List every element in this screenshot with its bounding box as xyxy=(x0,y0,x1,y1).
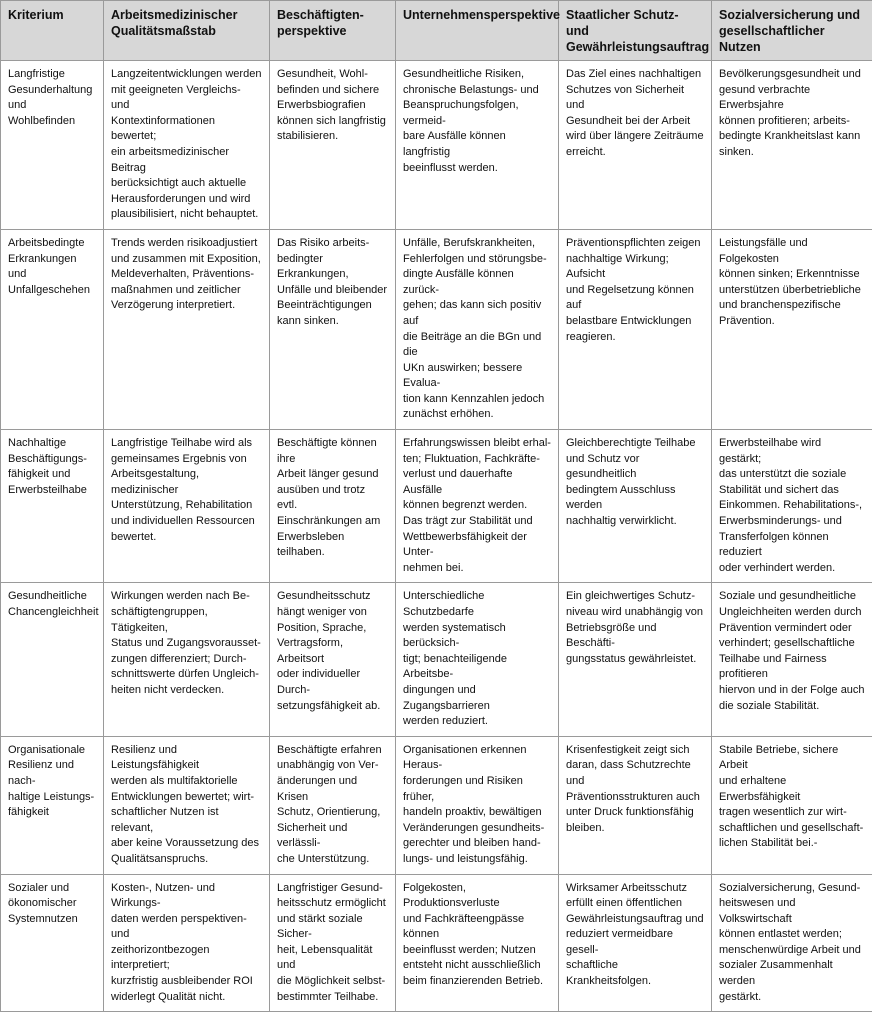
table-cell: Langfristige Gesunderhaltung und Wohlbefinden xyxy=(1,61,104,230)
table-cell: Unterschiedliche Schutzbedarfe werden systematisch berücksich- tigt; benachteiligende Arbeitsbe- dingungen und Zugangsbarrieren werden reduziert. xyxy=(396,583,559,736)
table-cell: Gleichberechtigte Teilhabe und Schutz vor gesundheitlich bedingtem Ausschluss werden nachhaltig verwirklicht. xyxy=(559,430,712,583)
table-row xyxy=(1,61,872,230)
header-staatlicher-schutz: Staatlicher Schutz- und Gewährleistungsauftrag xyxy=(559,1,712,61)
table-cell: Unfälle, Berufskrankheiten, Fehlerfolgen und störungsbe- dingte Ausfälle können zurück- gehen; das kann sich positiv auf die Beiträge an die BGn und die UKn auswirken; bessere Evalua- tion kann Kennzahlen jedoch zunächst erhöhen. xyxy=(396,229,559,429)
table-cell: Wirksamer Arbeitsschutz erfüllt einen öffentlichen Gewährleistungsauftrag und reduziert vermeidbare gesell- schaftliche Krankheitsfolgen. xyxy=(559,874,712,1012)
header-kriterium: Kriterium xyxy=(1,1,104,61)
table-cell: Präventionspflichten zeigen nachhaltige Wirkung; Aufsicht und Regelsetzung können auf belastbare Entwicklungen reagieren. xyxy=(559,229,712,429)
table-row xyxy=(1,229,872,429)
table-cell: Resilienz und Leistungsfähigkeit werden als multifaktorielle Entwicklungen bewertet; wirt- schaftlicher Nutzen ist relevant, aber keine Voraussetzung des Qualitätsanspruchs. xyxy=(104,736,270,874)
table-cell: Beschäftigte können ihre Arbeit länger gesund ausüben und trotz evtl. Einschränkungen am Erwerbsleben teilhaben. xyxy=(270,430,396,583)
table-cell: Langfristige Teilhabe wird als gemeinsames Ergebnis von Arbeitsgestaltung, medizinischer Unterstützung, Rehabilitation und individuellen Ressourcen bewertet. xyxy=(104,430,270,583)
table-cell: Leistungsfälle und Folgekosten können sinken; Erkenntnisse unterstützen überbetriebliche und branchenspezifische Prävention. xyxy=(712,229,872,429)
table-cell: Gesundheit, Wohl- befinden und sichere Erwerbsbiografien können sich langfristig stabilisieren. xyxy=(270,61,396,230)
table-cell: Gesundheitsschutz hängt weniger von Position, Sprache, Vertragsform, Arbeitsort oder individueller Durch- setzungsfähigkeit ab. xyxy=(270,583,396,736)
table-cell: Gesundheitliche Risiken, chronische Belastungs- und Beanspruchungsfolgen, vermeid- bare Ausfälle können langfristig beeinflusst werden. xyxy=(396,61,559,230)
table-cell: Stabile Betriebe, sichere Arbeit und erhaltene Erwerbsfähigkeit tragen wesentlich zur wirt- schaftlichen und gesellschaft- lichen Stabilität bei.- xyxy=(712,736,872,874)
table-cell: Gesundheitliche Chancengleichheit xyxy=(1,583,104,736)
header-beschaeftigtenperspektive: Beschäftigten- perspektive xyxy=(270,1,396,61)
table-cell: Krisenfestigkeit zeigt sich daran, dass Schutzrechte und Präventionsstrukturen auch unter Druck funktionsfähig bleiben. xyxy=(559,736,712,874)
table-cell: Das Ziel eines nachhaltigen Schutzes von Sicherheit und Gesundheit bei der Arbeit wird über längere Zeiträume erreicht. xyxy=(559,61,712,230)
header-unternehmensperspektive: Unternehmensperspektive xyxy=(396,1,559,61)
table-cell: Wirkungen werden nach Be- schäftigtengruppen, Tätigkeiten, Status und Zugangsvorausset- zungen differenziert; Durch- schnittswerte dürfen Ungleich- heiten nicht verdecken. xyxy=(104,583,270,736)
table-row xyxy=(1,583,872,736)
table-cell: Bevölkerungsgesundheit und gesund verbrachte Erwerbsjahre können profitieren; arbeits- bedingte Krankheitslast kann sinken. xyxy=(712,61,872,230)
header-qualitaetsmassstab: Arbeitsmedizinischer Qualitätsmaßstab xyxy=(104,1,270,61)
table-row xyxy=(1,736,872,874)
table-cell: Langzeitentwicklungen werden mit geeigneten Vergleichs- und Kontextinformationen bewertet; ein arbeitsmedizinischer Beitrag berücksichtigt auch aktuelle Herausforderungen und wird plausibilisiert, nicht behauptet. xyxy=(104,61,270,230)
table-header-row xyxy=(1,1,872,61)
table-row xyxy=(1,430,872,583)
table-cell: Organisationen erkennen Heraus- forderungen und Risiken früher, handeln proaktiv, bewältigen Veränderungen gesundheits- gerechter und bleiben hand- lungs- und leistungsfähig. xyxy=(396,736,559,874)
table-cell: Ein gleichwertiges Schutz- niveau wird unabhängig von Betriebsgröße und Beschäfti- gungsstatus gewährleistet. xyxy=(559,583,712,736)
table-cell: Erwerbsteilhabe wird gestärkt; das unterstützt die soziale Stabilität und sichert das Einkommen. Rehabilitations-, Erwerbsminderungs- und Transferfolgen können reduziert oder verhindert werden. xyxy=(712,430,872,583)
table-cell: Langfristiger Gesund- heitsschutz ermöglicht und stärkt soziale Sicher- heit, Lebensqualität und die Möglichkeit selbst- bestimmter Teilhabe. xyxy=(270,874,396,1012)
table-cell: Erfahrungswissen bleibt erhal- ten; Fluktuation, Fachkräfte- verlust und dauerhafte Ausfälle können begrenzt werden. Das trägt zur Stabilität und Wettbewerbsfähigkeit der Unter- nehmen bei. xyxy=(396,430,559,583)
table-cell: Organisationale Resilienz und nach- haltige Leistungs- fähigkeit xyxy=(1,736,104,874)
table-cell: Beschäftigte erfahren unabhängig von Ver- änderungen und Krisen Schutz, Orientierung, Sicherheit und verlässli- che Unterstützung. xyxy=(270,736,396,874)
table-cell: Nachhaltige Beschäftigungs- fähigkeit und Erwerbsteilhabe xyxy=(1,430,104,583)
table-cell: Sozialer und ökonomischer Systemnutzen xyxy=(1,874,104,1012)
table-row xyxy=(1,874,872,1012)
table-cell: Sozialversicherung, Gesund- heitswesen und Volkswirtschaft können entlastet werden; menschenwürdige Arbeit und sozialer Zusammenhalt werden gestärkt. xyxy=(712,874,872,1012)
table-cell: Trends werden risikoadjustiert und zusammen mit Exposition, Meldeverhalten, Präventions- maßnahmen und zeitlicher Verzögerung interpretiert. xyxy=(104,229,270,429)
table-cell: Folgekosten, Produktionsverluste und Fachkräfteengpässe können beeinflusst werden; Nutzen entsteht nicht ausschließlich beim finanzierenden Betrieb. xyxy=(396,874,559,1012)
table-cell: Das Risiko arbeits- bedingter Erkrankungen, Unfälle und bleibender Beeinträchtigungen kann sinken. xyxy=(270,229,396,429)
header-sozialversicherung: Sozialversicherung und gesellschaftlicher Nutzen xyxy=(712,1,872,61)
table-cell: Arbeitsbedingte Erkrankungen und Unfallgeschehen xyxy=(1,229,104,429)
table-cell: Kosten-, Nutzen- und Wirkungs- daten werden perspektiven- und zeithorizontbezogen interpretiert; kurzfristig ausbleibender ROI widerlegt Qualität nicht. xyxy=(104,874,270,1012)
table-cell: Soziale und gesundheitliche Ungleichheiten werden durch Prävention vermindert oder verhindert; gesellschaftliche Teilhabe und Fairness profitieren hiervon und in der Folge auch die soziale Stabilität. xyxy=(712,583,872,736)
